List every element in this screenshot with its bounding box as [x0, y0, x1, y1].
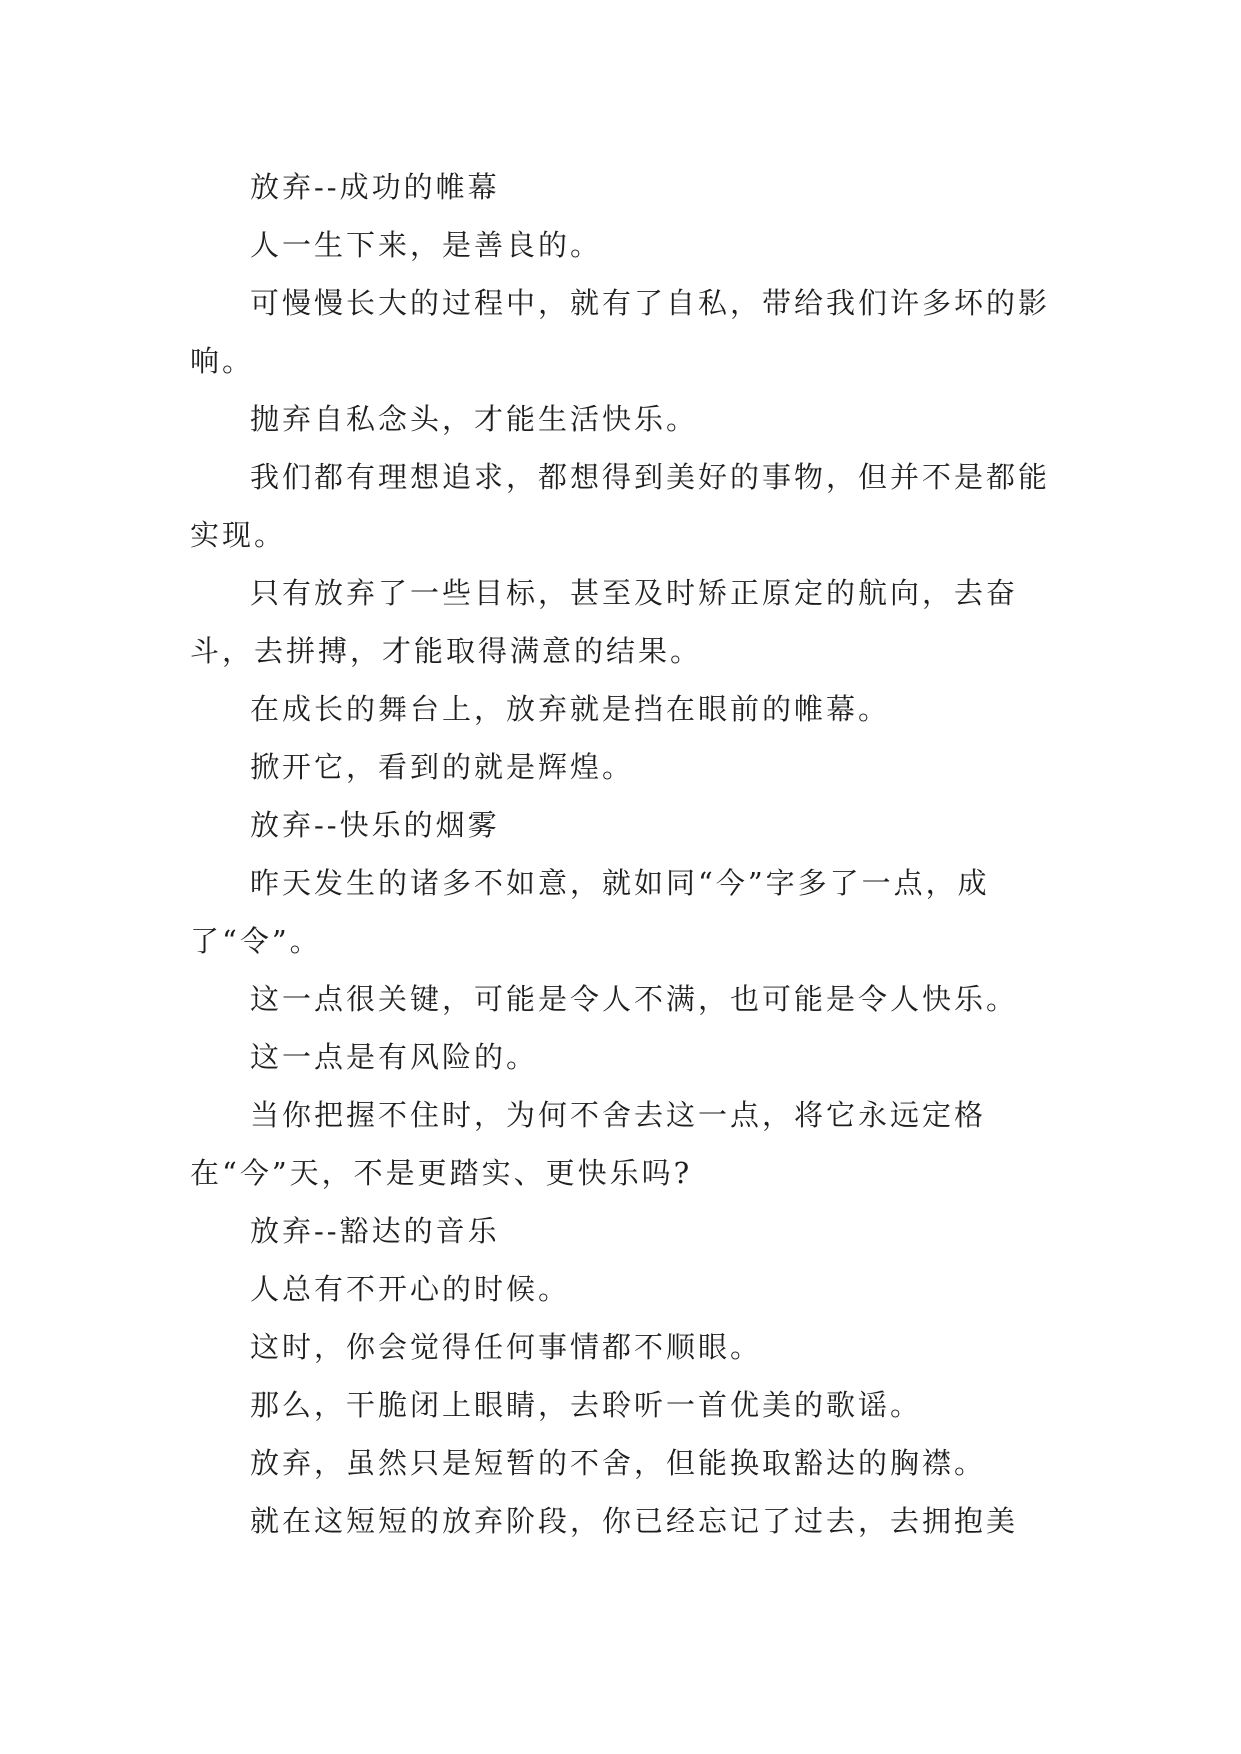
paragraph: 这一点很关键，可能是令人不满，也可能是令人快乐。: [250, 982, 1019, 1016]
paragraph: 我们都有理想追求，都想得到美好的事物，但并不是都能实现。: [190, 460, 1051, 552]
paragraph: 昨天发生的诸多不如意，就如同“今”字多了一点，成了“令”。: [190, 866, 990, 958]
paragraph: 抛弃自私念头，才能生活快乐。: [250, 402, 699, 436]
heading-section-1: 放弃--成功的帷幕: [250, 170, 500, 204]
paragraph: 这一点是有风险的。: [250, 1040, 539, 1074]
paragraph: 放弃，虽然只是短暂的不舍，但能换取豁达的胸襟。: [250, 1446, 987, 1480]
paragraph: 人总有不开心的时候。: [250, 1272, 571, 1306]
paragraph: 这时，你会觉得任何事情都不顺眼。: [250, 1330, 763, 1364]
paragraph: 人一生下来，是善良的。: [250, 228, 603, 262]
paragraph: 在成长的舞台上，放弃就是挡在眼前的帷幕。: [250, 692, 891, 726]
paragraph: 就在这短短的放弃阶段，你已经忘记了过去，去拥抱美: [250, 1504, 1019, 1538]
paragraph: 那么，干脆闭上眼睛，去聆听一首优美的歌谣。: [250, 1388, 923, 1422]
heading-section-2: 放弃--快乐的烟雾: [250, 808, 500, 842]
paragraph: 只有放弃了一些目标，甚至及时矫正原定的航向，去奋斗，去拼搏，才能取得满意的结果。: [190, 576, 1019, 668]
document-body: [190, 158, 1050, 1550]
paragraph: 当你把握不住时，为何不舍去这一点，将它永远定格在“今”天，不是更踏实、更快乐吗?: [190, 1098, 987, 1190]
paragraph: 可慢慢长大的过程中，就有了自私，带给我们许多坏的影响。: [190, 286, 1051, 378]
paragraph: 掀开它，看到的就是辉煌。: [250, 750, 635, 784]
heading-section-3: 放弃--豁达的音乐: [250, 1214, 500, 1248]
